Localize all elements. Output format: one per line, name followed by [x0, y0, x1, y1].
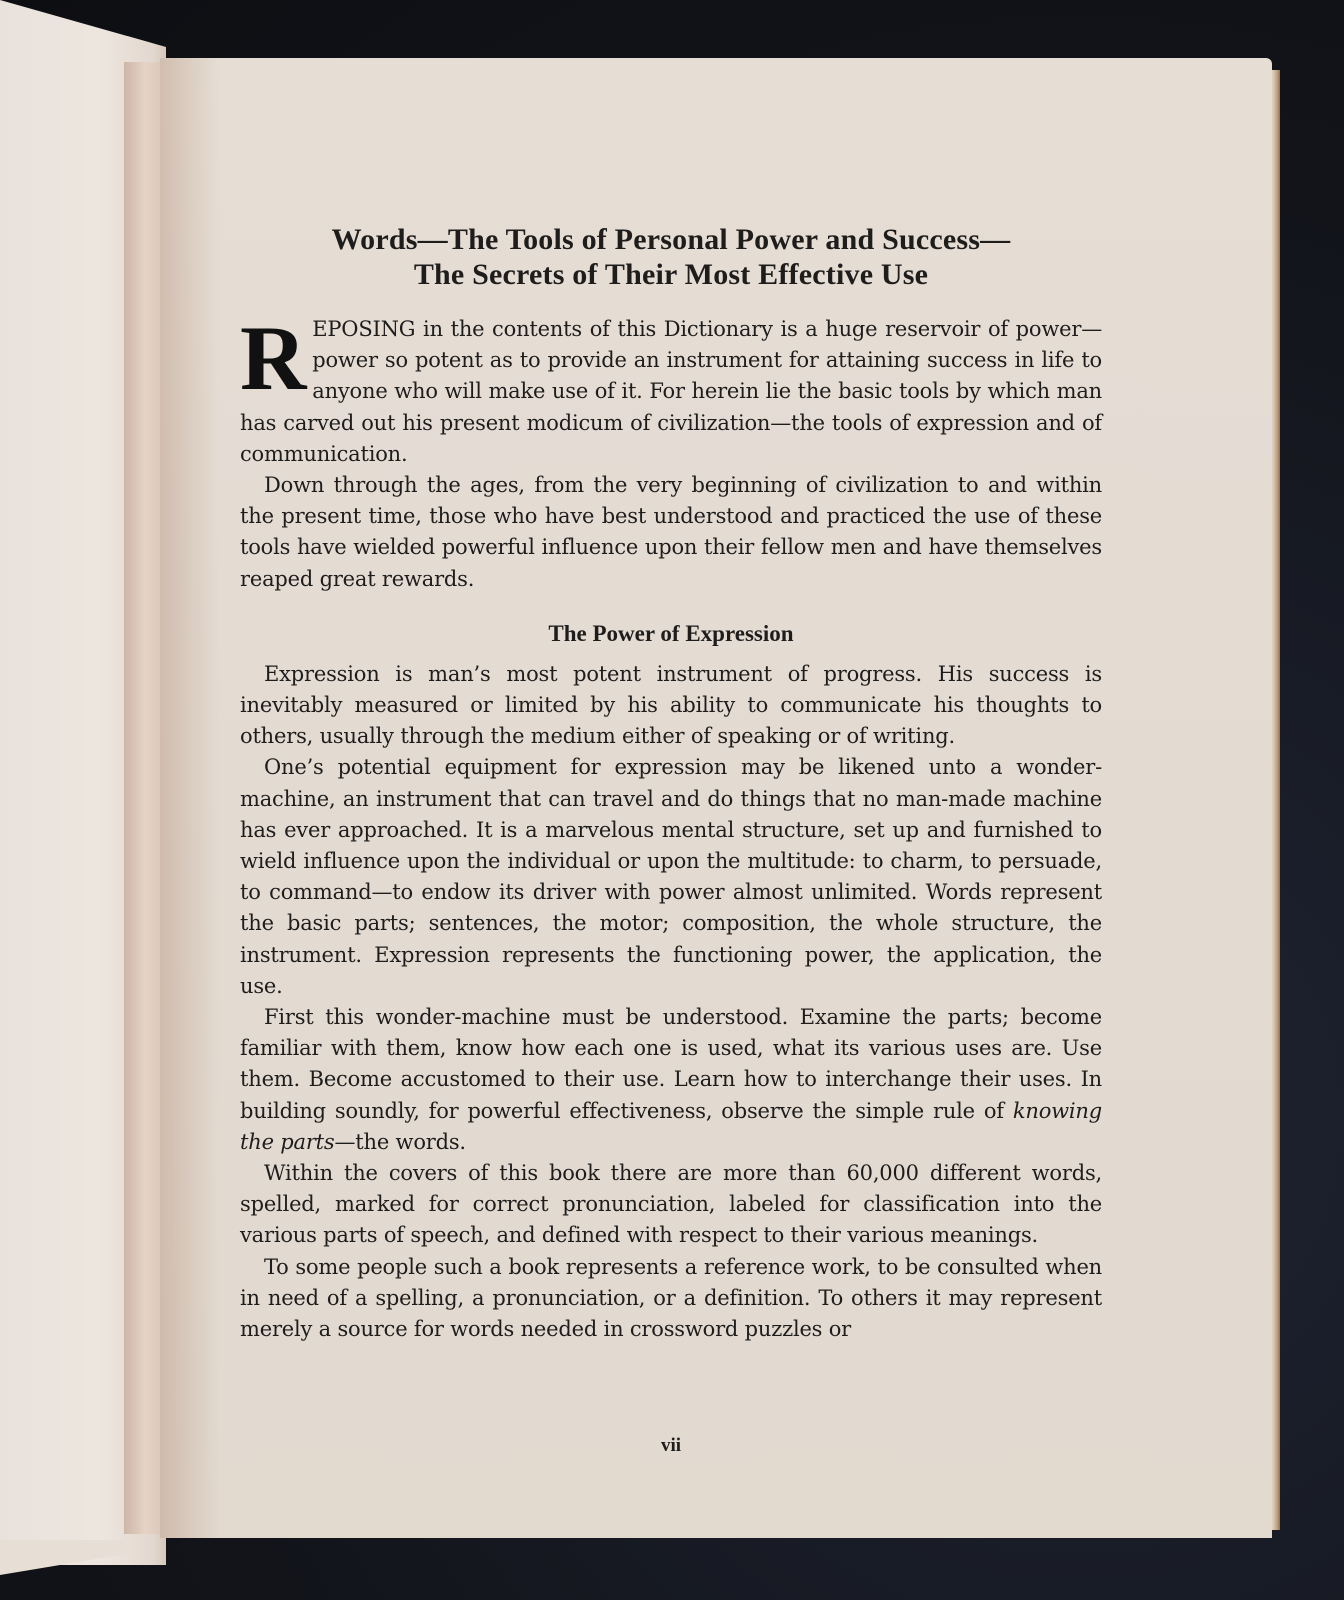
title-line-2: The Secrets of Their Most Effective Use	[413, 258, 929, 291]
paragraph-word-count: Within the covers of this book there are more than 60,000 different words, spelled, marked for correct pronunciation, labeled for classification into the various parts of speech, and defined with respect to their various meanings.	[240, 1161, 1102, 1248]
page-number: vii	[660, 1435, 682, 1456]
emphasis-knowing-the-parts: knowing the parts	[240, 1098, 1102, 1154]
intro-paragraph	[240, 307, 1102, 470]
paragraph-expression: Expression is man’s most potent instrument of progress. His success is inevitably measured or limited by his ability to communicate his thoughts to others, usually through the medium either of speaking or of writing.	[240, 661, 1102, 749]
page-title	[240, 222, 1102, 292]
paragraph-knowing-parts-tail: —the words.	[334, 1129, 466, 1154]
paragraph-knowing-parts-lead: First this wonder-machine must be understood. Examine the parts; become familiar with them, know how each one is used, what its various uses are. Use them. Become accustomed to their use. Learn how to interchange their uses. In building soundly, for powerful effectiveness, observe the simple rule of	[240, 1005, 1102, 1123]
intro-text: EPOSING in the contents of this Dictionary is a huge reservoir of power—power so potent as to provide an instrument for attaining success in life to anyone who will make use of it. For herein lie the basic tools by which man has carved out his present modicum of civilization—the tools of expression and of communication.	[240, 317, 1102, 466]
section-heading: The Power of Expression	[548, 620, 794, 646]
paragraph-wonder-machine: One’s potential equipment for expression may be likened unto a wonder-machine, an instrument that can travel and do things that no man-made machine has ever approached. It is a marvelous mental structure, set up and furnished to wield influence upon the individual or upon the multitude: to charm, to persuade, to command—to endow its driver with power almost unlimited. Words represent the basic parts; sentences, the motor; composition, the whole structure, the instrument. Expression represents the functioning power, the application, the use.	[240, 755, 1102, 998]
paragraph-history: Down through the ages, from the very beginning of civilization to and within the present time, those who have best understood and practiced the use of these tools have wielded powerful influence upon their fellow men and have themselves reaped great rewards.	[240, 473, 1102, 591]
paragraph-reference-work: To some people such a book represents a reference work, to be consulted when in need of a spelling, a pronunciation, or a definition. To others it may represent merely a source for words needed in crossword puzzles or	[240, 1254, 1102, 1342]
page-content	[240, 222, 1102, 1456]
drop-cap-letter: R	[240, 307, 307, 409]
title-line-1: Words—The Tools of Personal Power and Success—	[331, 223, 1011, 256]
paragraph-knowing-parts	[240, 1002, 1102, 1158]
